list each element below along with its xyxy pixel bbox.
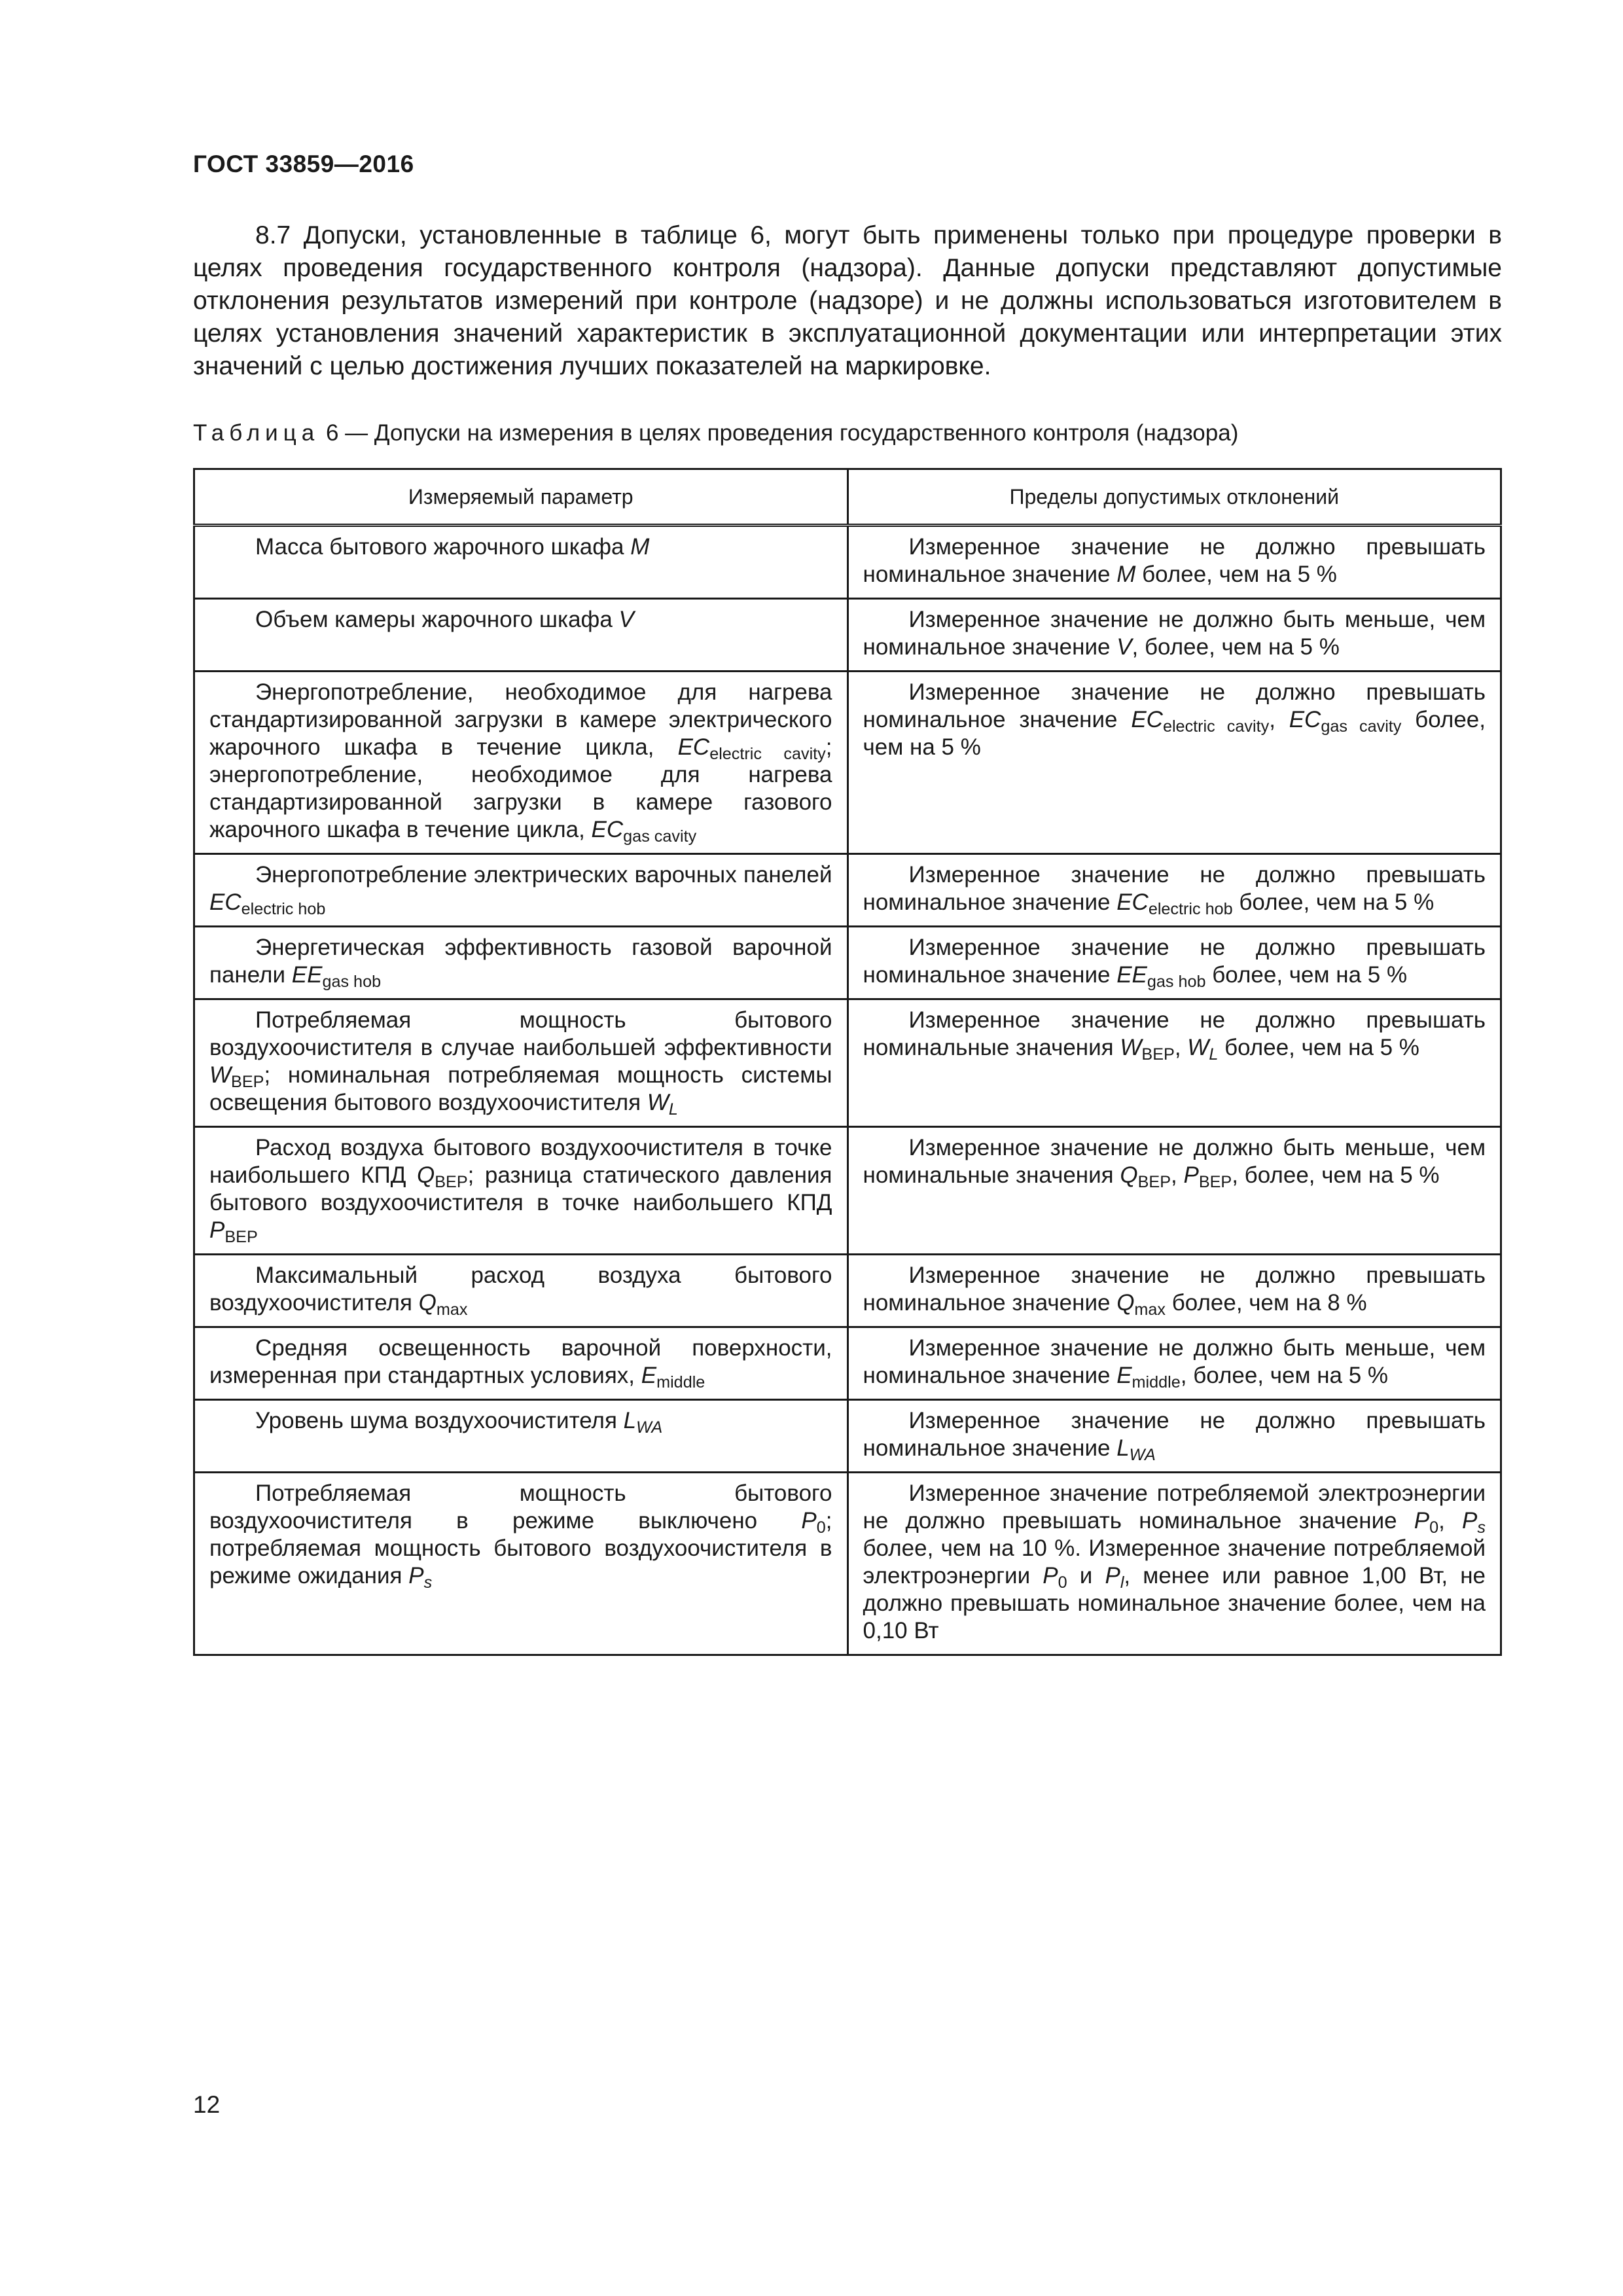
table-row xyxy=(194,1473,1501,1655)
parameter-cell: Уровень шума воздухоочистителя $L_{WA}$ xyxy=(194,1400,848,1473)
column-header-limits: Пределы допустимых отклонений xyxy=(847,469,1501,526)
table-row xyxy=(194,599,1501,672)
table-body xyxy=(194,526,1501,1655)
parameter-cell: Потребляемая мощность бытового воздухоочистителя в режиме выключено $P_0$; потребляемая мощность бытового воздухоочистителя в режиме ожидания $P_s$ xyxy=(194,1473,848,1655)
limit-cell: Измеренное значение не должно превышать номинальное значение $EC_{electric hob}$ более, чем на 5 % xyxy=(847,854,1501,927)
table-caption-label: Таблица xyxy=(193,420,320,446)
table-row xyxy=(194,854,1501,927)
table-caption xyxy=(193,419,1238,448)
parameter-cell: Энергопотребление электрических варочных панелей $EC_{electric hob}$ xyxy=(194,854,848,927)
table-row xyxy=(194,1255,1501,1327)
parameter-cell: Расход воздуха бытового воздухоочистителя в точке наибольшего КПД $Q_{BEP}$; разница статического давления бытового воздухоочистителя в точке наибольшего КПД $P_{BEP}$ xyxy=(194,1127,848,1255)
parameter-cell: Масса бытового жарочного шкафа M xyxy=(194,526,848,599)
limit-cell: Измеренное значение потребляемой электроэнергии не должно превышать номинальное значение $P_0$, $P_s$ более, чем на 10 %. Измеренное значение потребляемой электроэнергии $P_0$ и $P_l$, менее или равное 1,00 Вт, не должно превышать номинальное значение более, чем на 0,10 Вт xyxy=(847,1473,1501,1655)
parameter-cell: Энергетическая эффективность газовой варочной панели $EE_{gas hob}$ xyxy=(194,927,848,999)
parameter-cell: Максимальный расход воздуха бытового воздухоочистителя $Q_{max}$ xyxy=(194,1255,848,1327)
column-header-parameter: Измеряемый параметр xyxy=(194,469,848,526)
table-row xyxy=(194,672,1501,854)
limit-cell: Измеренное значение не должно превышать номинальное значение $EC_{electric cavity}$, $EC_{gas cavity}$ более, чем на 5 % xyxy=(847,672,1501,854)
table-caption-text: 6 — Допуски на измерения в целях проведения государственного контроля (надзора) xyxy=(325,420,1239,446)
table-row xyxy=(194,999,1501,1127)
parameter-cell: Средняя освещенность варочной поверхности, измеренная при стандартных условиях, $E_{middle}$ xyxy=(194,1327,848,1400)
table-row xyxy=(194,1400,1501,1473)
parameter-cell: Энергопотребление, необходимое для нагрева стандартизированной загрузки в камере электрического жарочного шкафа в течение цикла, $EC_{electric cavity}$; энергопотребление, необходимое для нагрева стандартизированной загрузки в камере газового жарочного шкафа в течение цикла, $EC_{gas cavity}$ xyxy=(194,672,848,854)
limit-cell: Измеренное значение не должно превышать номинальное значение $EE_{gas hob}$ более, чем на 5 % xyxy=(847,927,1501,999)
table-row xyxy=(194,1327,1501,1400)
tolerances-table xyxy=(193,468,1502,1656)
table-row xyxy=(194,927,1501,999)
limit-cell: Измеренное значение не должно быть меньше, чем номинальное значение V, более, чем на 5 % xyxy=(847,599,1501,672)
document-header: ГОСТ 33859—2016 xyxy=(193,151,414,177)
limit-cell: Измеренное значение не должно быть меньше, чем номинальные значения $Q_{BEP}$, $P_{BEP}$, более, чем на 5 % xyxy=(847,1127,1501,1255)
limit-cell: Измеренное значение не должно превышать номинальное значение $L_{WA}$ xyxy=(847,1400,1501,1473)
table-row xyxy=(194,1127,1501,1255)
clause-8-7-paragraph: 8.7 Допуски, установленные в таблице 6, могут быть применены только при процедуре проверки в целях проведения государственного контроля (надзора). Данные допуски представляют допустимые отклонения результатов измерений при контроле (надзоре) и не должны использоваться изготовителем в целях установления значений характеристик в эксплуатационной документации или интерпретации этих значений с целью достижения лучших показателей на маркировке. xyxy=(193,221,1502,380)
limit-cell: Измеренное значение не должно превышать номинальное значение $Q_{max}$ более, чем на 8 % xyxy=(847,1255,1501,1327)
limit-cell: Измеренное значение не должно превышать номинальные значения $W_{BEP}$, $W_L$ более, чем на 5 % xyxy=(847,999,1501,1127)
page-number: 12 xyxy=(193,2091,221,2118)
limit-cell: Измеренное значение не должно превышать номинальное значение M более, чем на 5 % xyxy=(847,526,1501,599)
table-row xyxy=(194,526,1501,599)
parameter-cell: Потребляемая мощность бытового воздухоочистителя в случае наибольшей эффективности $W_{BEP}$; номинальная потребляемая мощность системы освещения бытового воздухоочистителя $W_L$ xyxy=(194,999,848,1127)
limit-cell: Измеренное значение не должно быть меньше, чем номинальное значение $E_{middle}$, более, чем на 5 % xyxy=(847,1327,1501,1400)
table-header-row xyxy=(194,469,1501,526)
parameter-cell: Объем камеры жарочного шкафа V xyxy=(194,599,848,672)
